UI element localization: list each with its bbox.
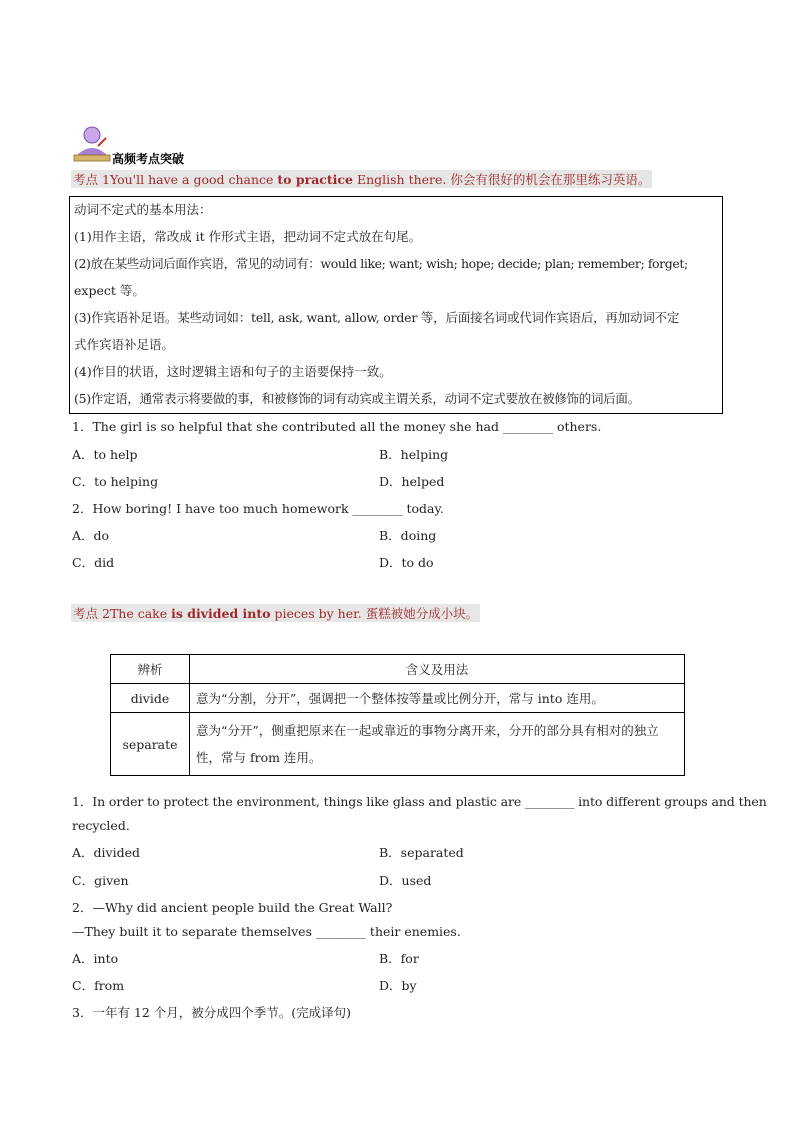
kp2-sentence-pre: The cake bbox=[109, 606, 172, 621]
rules-box bbox=[69, 196, 723, 414]
option-b[interactable]: B．separated bbox=[379, 845, 464, 860]
kp2-label: 考点 2 bbox=[73, 606, 110, 621]
table-header: 辨析 bbox=[111, 655, 190, 684]
question-stem: 2．How boring! I have too much homework ________ today. bbox=[72, 501, 444, 516]
table-cell-word: divide bbox=[111, 684, 190, 713]
option-c[interactable]: C．did bbox=[72, 555, 115, 570]
option-d[interactable]: D．to do bbox=[379, 555, 434, 570]
question-stem: 1．The girl is so helpful that she contributed all the money she had ________ others. bbox=[72, 419, 602, 434]
section-title: 高频考点突破 bbox=[112, 152, 185, 166]
option-c[interactable]: C．to helping bbox=[72, 474, 159, 489]
teacher-icon bbox=[72, 126, 112, 162]
kp1-sentence-bold: to practice bbox=[277, 172, 353, 187]
rule-line: 式作宾语补足语。 bbox=[74, 337, 175, 352]
kp2-translation: 蛋糕被她分成小块。 bbox=[365, 606, 479, 621]
table-header: 含义及用法 bbox=[190, 655, 685, 684]
option-a[interactable]: A．into bbox=[72, 951, 119, 966]
question-stem: 3．一年有 12 个月，被分成四个季节。(完成译句) bbox=[72, 1005, 352, 1020]
rule-line: (5)作定语，通常表示将要做的事，和被修饰的词有动宾或主谓关系，动词不定式要放在被修饰的词后面。 bbox=[74, 391, 640, 406]
option-c[interactable]: C．given bbox=[72, 873, 129, 888]
table-cell-usage: 意为“分开”，侧重把原来在一起或靠近的事物分离开来，分开的部分具有相对的独立性，常与 from 连用。 bbox=[190, 713, 685, 776]
question-stem: 2．—Why did ancient people build the Great Wall? bbox=[72, 900, 393, 915]
kp2-sentence-post: pieces by her. bbox=[270, 606, 366, 621]
table-cell-usage: 意为“分割，分开”，强调把一个整体按等量或比例分开，常与 into 连用。 bbox=[190, 684, 685, 713]
option-d[interactable]: D．used bbox=[379, 873, 432, 888]
option-a[interactable]: A．to help bbox=[72, 447, 138, 462]
question-stem: 1．In order to protect the environment, things like glass and plastic are ________ into different groups and then bbox=[72, 794, 767, 809]
kp1-label: 考点 1 bbox=[73, 172, 110, 187]
option-a[interactable]: A．divided bbox=[72, 845, 140, 860]
option-b[interactable]: B．for bbox=[379, 951, 419, 966]
rules-heading: 动词不定式的基本用法： bbox=[74, 202, 212, 217]
kp1-translation: 你会有很好的机会在那里练习英语。 bbox=[450, 172, 651, 187]
table-cell-word: separate bbox=[111, 713, 190, 776]
option-d[interactable]: D．by bbox=[379, 978, 417, 993]
kp2-sentence-bold: is divided into bbox=[171, 606, 271, 621]
key-point-2 bbox=[71, 604, 480, 622]
question-stem-cont: recycled. bbox=[72, 818, 130, 833]
kp1-sentence-pre: You'll have a good chance bbox=[109, 172, 278, 187]
rule-line: (1)用作主语，常改成 it 作形式主语，把动词不定式放在句尾。 bbox=[74, 229, 422, 244]
rule-line: (3)作宾语补足语。某些动词如：tell, ask, want, allow, order 等，后面接名词或代词作宾语后，再加动词不定 bbox=[74, 310, 680, 325]
rule-line: (2)放在某些动词后面作宾语，常见的动词有：would like; want; wish; hope; decide; plan; remember; forget; bbox=[74, 256, 688, 271]
option-b[interactable]: B．doing bbox=[379, 528, 437, 543]
compare-table bbox=[110, 654, 685, 776]
rule-line: expect 等。 bbox=[74, 283, 145, 298]
option-d[interactable]: D．helped bbox=[379, 474, 445, 489]
option-c[interactable]: C．from bbox=[72, 978, 125, 993]
option-b[interactable]: B．helping bbox=[379, 447, 449, 462]
kp1-sentence-post: English there. bbox=[353, 172, 451, 187]
key-point-1 bbox=[71, 170, 652, 188]
question-stem-cont: —They built it to separate themselves ________ their enemies. bbox=[72, 924, 461, 939]
rule-line: (4)作目的状语，这时逻辑主语和句子的主语要保持一致。 bbox=[74, 364, 392, 379]
table-row bbox=[111, 684, 685, 713]
table-row bbox=[111, 713, 685, 776]
option-a[interactable]: A．do bbox=[72, 528, 110, 543]
